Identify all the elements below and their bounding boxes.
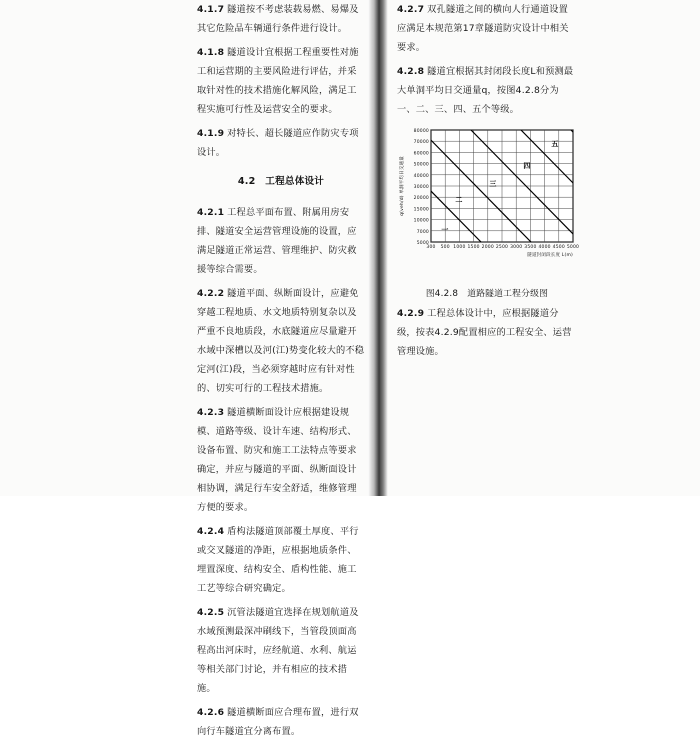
section-heading: 4.2 工程总体设计: [237, 176, 325, 187]
clause-4-2-5: [197, 603, 365, 698]
clause-text: 隧道横断面应合理布置，进行双向行车隧道宜分离布置。: [197, 707, 359, 737]
left-page: [197, 0, 365, 746]
y-axis-label: q(veh/d) 单洞平均日交通量: [400, 156, 405, 216]
x-tick-label: 4000: [538, 245, 551, 250]
y-tick-label: 70000: [413, 140, 429, 146]
clause-4-1-8: [197, 43, 365, 119]
clause-4-2-4: [197, 522, 365, 598]
clause-number: 4.1.7: [197, 4, 225, 15]
clause-number: 4.1.9: [197, 128, 225, 139]
y-tick-label: 40000: [413, 173, 429, 179]
y-tick-label: 15000: [413, 207, 429, 213]
y-tick-label: 5000: [416, 241, 429, 246]
clause-text: 隧道平面、纵断面设计，应避免穿越工程地质、水文地质特别复杂以及严重不良地质段，水底隧道应尽量避开水域中深槽以及河(江)势变化较大的不稳定河(江)段，当必须穿越时应有针对性的、切实可行的工程技术措施。: [197, 288, 365, 394]
x-tick-label: 2500: [495, 245, 509, 250]
x-tick-label: 5000: [566, 245, 580, 250]
x-tick-label: 3000: [510, 245, 523, 250]
clause-4-2-3: [197, 403, 365, 517]
clause-text: 隧道宜根据其封闭段长度L和预测最大单洞平均日交通量q，按图4.2.8分为一、二、三、四、五个等级。: [397, 66, 574, 115]
classification-chart: [397, 124, 580, 274]
clause-4-2-1: [197, 203, 365, 279]
clause-number: 4.2.6: [197, 707, 225, 718]
zone-label: 三: [489, 180, 497, 188]
clause-4-2-9: [397, 304, 577, 361]
y-tick-label: 50000: [413, 162, 429, 168]
clause-number: 4.2.5: [197, 607, 225, 618]
x-tick-label: 300: [426, 245, 436, 250]
clause-number: 4.2.1: [197, 207, 225, 218]
clause-text: 隧道设计宜根据工程重要性对施工和运营期的主要风险进行评估，并采取针对性的技术措施化解风险，满足工程实施可行性及运营安全的要求。: [197, 47, 359, 115]
clause-number: 4.1.8: [197, 47, 225, 58]
y-tick-label: 10000: [413, 218, 429, 224]
clause-text: 工程总平面布置、附属用房安排、隧道安全运营管理设施的设置，应满足隧道正常运营、管理维护、防灾救援等综合需要。: [197, 207, 357, 275]
clause-number: 4.2.9: [397, 308, 425, 319]
x-axis-label: 隧道封闭段长度 L(m): [527, 253, 573, 258]
y-tick-label: 20000: [413, 196, 429, 202]
x-tick-label: 4500: [552, 245, 565, 250]
clause-4-2-8: [397, 62, 577, 119]
y-tick-label: 30000: [413, 185, 429, 190]
zone-label: 四: [523, 162, 531, 170]
clause-4-2-7: [397, 0, 577, 57]
clause-text: 盾构法隧道顶部覆土厚度、平行或交叉隧道的净距，应根据地质条件、埋置深度、结构安全、盾构性能、施工工艺等综合研究确定。: [197, 526, 359, 594]
clause-number: 4.2.3: [197, 407, 225, 418]
figure-caption: 图4.2.8 道路隧道工程分级图: [425, 289, 549, 299]
clause-number: 4.2.2: [197, 288, 225, 299]
tunnel-classification-figure: [397, 124, 580, 304]
x-tick-label: 3500: [524, 245, 537, 250]
clause-4-2-2: [197, 284, 365, 398]
zone-label: 一: [441, 226, 449, 234]
y-tick-label: 60000: [413, 151, 429, 157]
clause-number: 4.2.8: [397, 66, 425, 77]
clause-text: 隧道横断面设计应根据建设规模、道路等级、设计车速、结构形式、设备布置、防灾和施工工法特点等要求确定，并应与隧道的平面、纵断面设计相协调，满足行车安全舒适，维修管理方便的要求。: [197, 407, 357, 513]
clause-text: 工程总体设计中，应根据隧道分级，按表4.2.9配置相应的工程安全、运营管理设施。: [397, 308, 572, 357]
clause-4-1-9: [197, 124, 365, 162]
x-tick-label: 2000: [481, 245, 494, 250]
x-tick-label: 1000: [453, 245, 466, 250]
clause-text: 隧道按不考虑装载易燃、易爆及其它危险品车辆通行条件进行设计。: [197, 4, 359, 34]
clause-text: 双孔隧道之间的横向人行通道设置应满足本规范第17章隧道防灾设计中相关要求。: [397, 4, 569, 53]
clause-text: 对特长、超长隧道应作防灾专项设计。: [197, 128, 359, 158]
y-tick-label: 80000: [413, 129, 429, 134]
zone-label: 二: [455, 196, 463, 204]
book-spine-shadow: [368, 0, 388, 496]
y-tick-label: 7000: [416, 229, 429, 235]
clause-number: 4.2.7: [397, 4, 425, 15]
right-page: [397, 0, 580, 366]
x-tick-label: 500: [440, 245, 450, 250]
clause-text: 沉管法隧道宜选择在规划航道及水域预测最深冲刷线下，当管段顶面高程高出河床时，应经航道、水利、航运等相关部门讨论，并有相应的技术措施。: [197, 607, 359, 694]
clause-4-1-7: [197, 0, 365, 38]
zone-label: 五: [551, 140, 559, 148]
clause-4-2-6-partial: [197, 703, 365, 741]
x-tick-label: 1500: [467, 245, 480, 250]
clause-number: 4.2.4: [197, 526, 225, 537]
